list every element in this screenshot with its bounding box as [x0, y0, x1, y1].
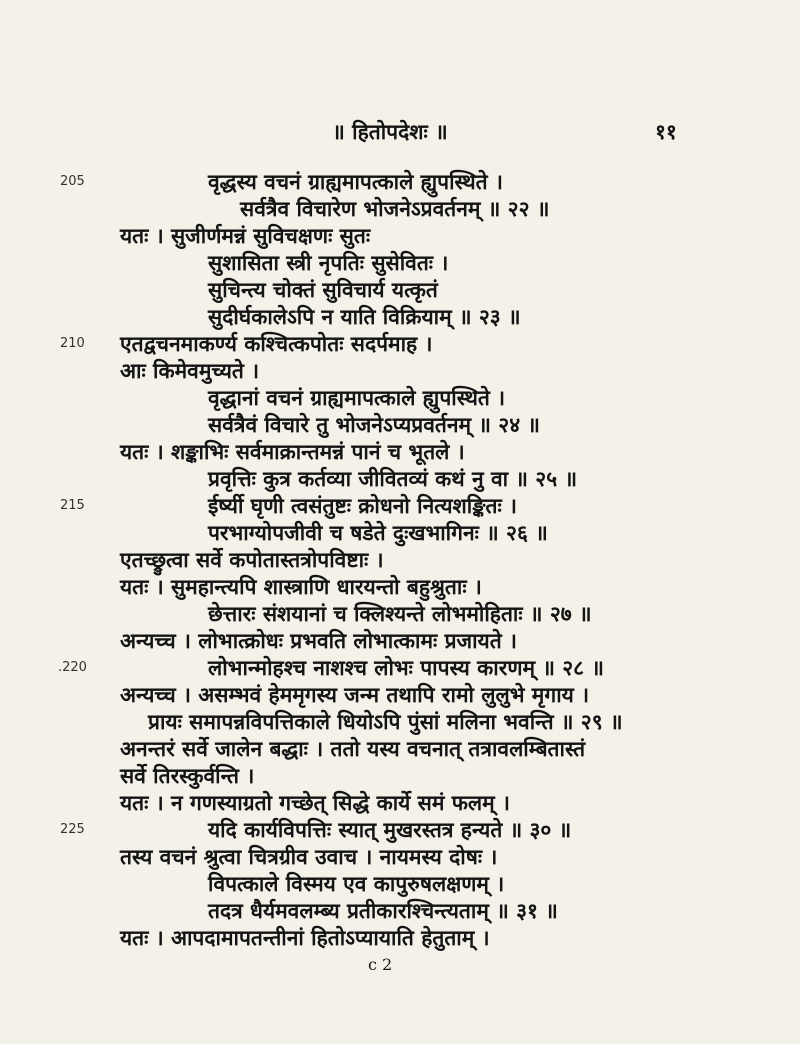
text-line: तदत्र धैर्यमवलम्ब्य प्रतीकारश्चिन्त्यताम् ॥ ३१ ॥ — [208, 898, 558, 923]
line-number: 205 — [60, 174, 85, 189]
text-line: अनन्तरं सर्वे जालेन बद्धाः । ततो यस्य वचनात् तत्रावलम्बितास्तं — [120, 736, 586, 761]
text-line: यदि कार्यविपत्तिः स्यात् मुखरस्तत्र हन्यते ॥ ३० ॥ — [208, 817, 572, 842]
line-number: .220 — [58, 660, 87, 675]
text-line: यतः । आपदामापतन्तीनां हितोऽप्यायाति हेतुताम् । — [120, 925, 490, 950]
text-line: सर्वे तिरस्कुर्वन्ति । — [120, 763, 255, 788]
text-line: सर्वत्रैवं विचारे तु भोजनेऽप्यप्रवर्तनम् ॥ २४ ॥ — [208, 412, 541, 437]
text-line: प्रवृत्तिः कुत्र कर्तव्या जीवितव्यं कथं नु वा ॥ २५ ॥ — [208, 466, 578, 491]
text-line: यतः । न गणस्याग्रतो गच्छेत् सिद्धे कार्ये समं फलम् । — [120, 790, 510, 815]
text-line: सर्वत्रैव विचारेण भोजनेऽप्रवर्तनम् ॥ २२ ॥ — [240, 196, 550, 221]
line-number: 210 — [60, 336, 85, 351]
text-line: प्रायः समापन्नविपत्तिकाले धियोऽपि पुंसां मलिना भवन्ति ॥ २९ ॥ — [148, 709, 623, 734]
text-line: ईर्ष्यी घृणी त्वसंतुष्टः क्रोधनो नित्यशङ्कितः । — [208, 493, 518, 518]
text-line: वृद्धस्य वचनं ग्राह्यमापत्काले ह्युपस्थिते । — [208, 169, 503, 194]
text-line: छेत्तारः संशयानां च क्लिश्यन्ते लोभमोहिताः ॥ २७ ॥ — [208, 601, 592, 626]
text-line: लोभान्मोहश्च नाशश्च लोभः पापस्य कारणम् ॥ २८ ॥ — [208, 655, 604, 680]
signature-mark: c 2 — [368, 955, 393, 974]
text-line: अन्यच्च । असम्भवं हेममृगस्य जन्म तथापि रामो लुलुभे मृगाय । — [120, 682, 590, 707]
line-number: 215 — [60, 498, 85, 513]
running-header-title: ॥ हितोपदेशः ॥ — [332, 119, 448, 144]
text-line: विपत्काले विस्मय एव कापुरुषलक्षणम् । — [208, 871, 505, 896]
text-line: तस्य वचनं श्रुत्वा चित्रग्रीव उवाच । नायमस्य दोषः । — [120, 844, 498, 869]
text-line: आः किमेवमुच्यते । — [120, 358, 260, 383]
text-line: सुदीर्घकालेऽपि न याति विक्रियाम् ॥ २३ ॥ — [208, 304, 521, 329]
line-number: 225 — [60, 822, 85, 837]
text-line: एतद्वचनमाकर्ण्य कश्चित्कपोतः सदर्पमाह । — [120, 331, 433, 356]
text-line: अन्यच्च । लोभात्क्रोधः प्रभवति लोभात्कामः प्रजायते । — [120, 628, 517, 653]
text-line: सुशासिता स्त्री नृपतिः सुसेवितः । — [208, 250, 449, 275]
text-line: यतः । सुमहान्त्यपि शास्त्राणि धारयन्तो बहुश्रुताः । — [120, 574, 482, 599]
text-line: यतः । सुजीर्णमन्नं सुविचक्षणः सुतः — [120, 223, 371, 248]
text-line: सुचिन्त्य चोक्तं सुविचार्य यत्कृतं — [208, 277, 438, 302]
text-line: एतच्छ्रुत्वा सर्वे कपोतास्तत्रोपविष्टाः । — [120, 547, 384, 572]
text-line: यतः । शङ्काभिः सर्वमाक्रान्तमन्नं पानं च भूतले । — [120, 439, 465, 464]
text-line: वृद्धानां वचनं ग्राह्यमापत्काले ह्युपस्थिते । — [208, 385, 506, 410]
text-line: परभाग्योपजीवी च षडेते दुःखभागिनः ॥ २६ ॥ — [208, 520, 548, 545]
page-number: ११ — [655, 119, 677, 144]
